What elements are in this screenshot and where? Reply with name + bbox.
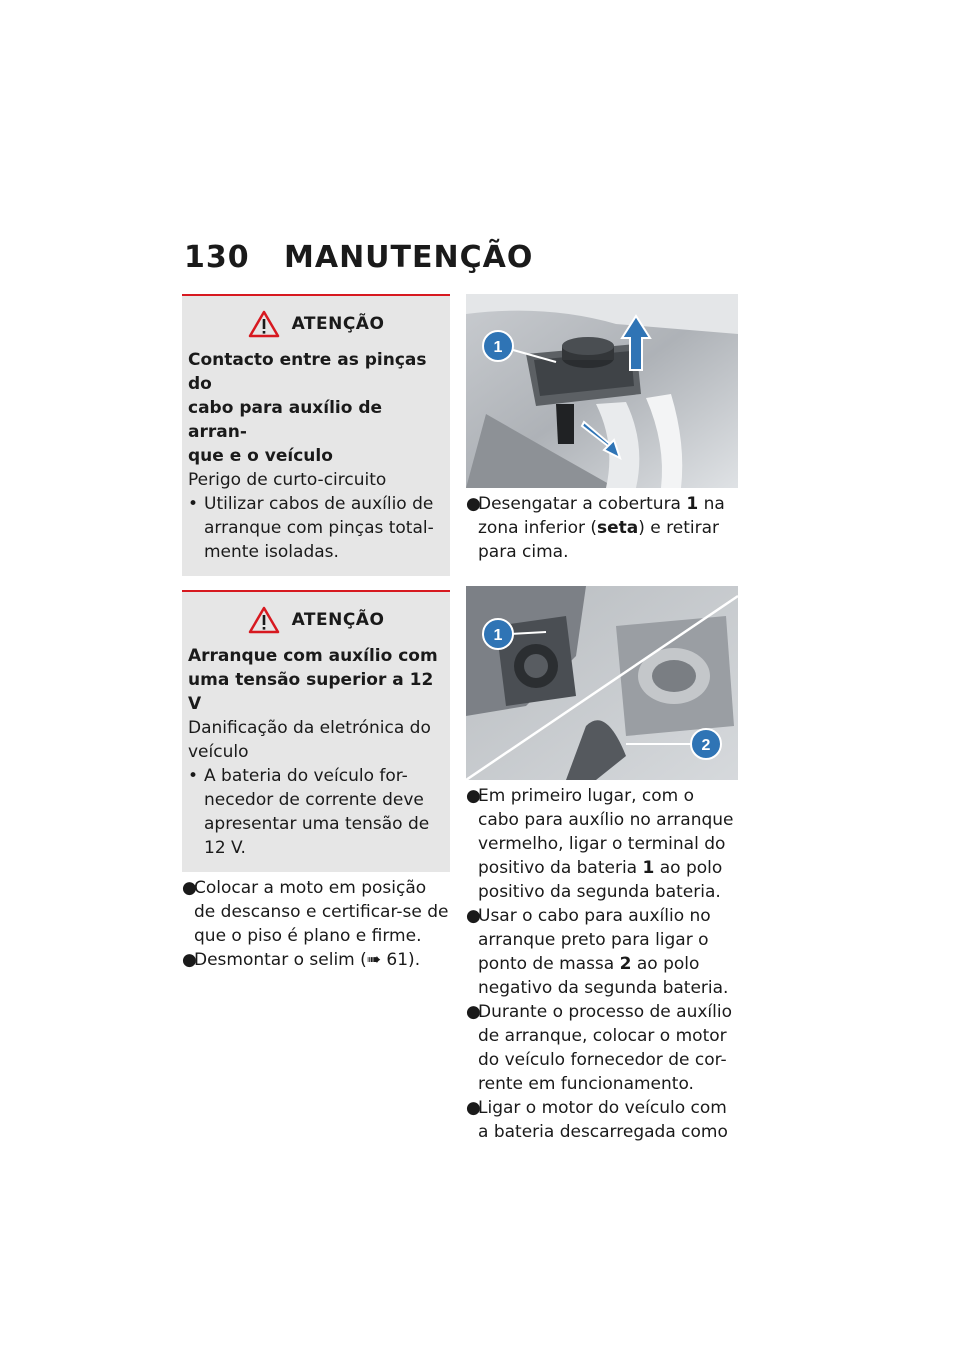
step-line: para cima.	[478, 542, 569, 562]
list-item: ● Em primeiro lugar, com o cabo para auxílio no arranque vermelho, ligar o terminal do positivo da bateria 1 ao polo positivo da segunda bateria.	[466, 786, 734, 902]
warning-title: ATENÇÃO	[291, 610, 385, 630]
step-line: Desmontar o selim (➠ 61).	[194, 950, 421, 970]
step-line: rente em funcionamento.	[478, 1074, 694, 1094]
step-line: ponto de massa 2 ao polo	[478, 954, 700, 974]
warning-bullet: • Utilizar cabos de auxílio de arranque com pinças total- mente isoladas.	[188, 494, 434, 562]
warning-bullet-line: A bateria do veículo for-	[204, 766, 408, 786]
list-item: ● Desengatar a cobertura 1 na zona inferior (seta) e retirar para cima.	[466, 494, 725, 562]
list-item: ● Colocar a moto em posição de descanso e certificar-se de que o piso é plano e firme.	[182, 878, 449, 946]
step-line: zona inferior (seta) e retirar	[478, 518, 720, 538]
list-item: ● Ligar o motor do veículo com a bateria descarregada como	[466, 1098, 728, 1142]
warning-bullet-line: mente isoladas.	[204, 542, 339, 562]
step-line: do veículo fornecedor de cor-	[478, 1050, 727, 1070]
step-line: Usar o cabo para auxílio no	[478, 906, 711, 926]
warning-lead-line: uma tensão superior a 12 V	[188, 670, 434, 714]
callout-1-label: 1	[493, 627, 503, 644]
warning-title: ATENÇÃO	[291, 314, 385, 334]
callout-1-label: 1	[493, 339, 503, 356]
warning-bullet-line: apresentar uma tensão de	[204, 814, 430, 834]
step-line: arranque preto para ligar o	[478, 930, 709, 950]
step-line: Durante o processo de auxílio	[478, 1002, 732, 1022]
warning-lead-line: Arranque com auxílio com	[188, 646, 438, 666]
warning-bullet-line: 12 V.	[204, 838, 246, 858]
warning-bullet-line: necedor de corrente deve	[204, 790, 424, 810]
left-steps	[182, 876, 450, 972]
page-header	[184, 240, 533, 280]
warning-bullet-line: arranque com pinças total-	[204, 518, 434, 538]
warning-box-voltage	[182, 590, 450, 872]
warning-header	[188, 606, 444, 634]
warning-lead-line: Contacto entre as pinças do	[188, 350, 427, 394]
step-line: positivo da segunda bateria.	[478, 882, 721, 902]
warning-text-line: Danificação da eletrónica do	[188, 718, 431, 738]
step-line: cabo para auxílio no arranque	[478, 810, 734, 830]
list-item: ● Usar o cabo para auxílio no arranque preto para ligar o ponto de massa 2 ao polo negativo da segunda bateria.	[466, 906, 729, 998]
step-line: Colocar a moto em posição	[194, 878, 427, 898]
battery-jump-photo	[466, 586, 738, 780]
warning-text-line: veículo	[188, 742, 249, 762]
step-line: de descanso e certificar-se de	[194, 902, 449, 922]
callout-2-label: 2	[701, 737, 711, 754]
list-item: ● Desmontar o selim (➠ 61).	[182, 950, 421, 970]
warning-lead-line: que e o veículo	[188, 446, 333, 466]
cover-photo	[466, 294, 738, 488]
page-number: 130	[184, 240, 250, 275]
step-line: vermelho, ligar o terminal do	[478, 834, 726, 854]
right-column	[466, 294, 738, 1144]
step-line: que o piso é plano e firme.	[194, 926, 422, 946]
step-line: a bateria descarregada como	[478, 1122, 728, 1142]
left-column	[182, 294, 450, 972]
step-line: de arranque, colocar o motor	[478, 1026, 727, 1046]
warning-box-short-circuit	[182, 294, 450, 576]
step-line: Desengatar a cobertura 1 na	[478, 494, 725, 514]
list-item: ● Durante o processo de auxílio de arranque, colocar o motor do veículo fornecedor de cor- rente em funcionamento.	[466, 1002, 732, 1094]
step-line: positivo da bateria 1 ao polo	[478, 858, 723, 878]
warning-text-line: Perigo de curto-circuito	[188, 470, 387, 490]
warning-triangle-icon	[248, 310, 280, 338]
warning-bullet: • A bateria do veículo for- necedor de corrente deve apresentar uma tensão de 12 V.	[188, 766, 430, 858]
step-line: negativo da segunda bateria.	[478, 978, 729, 998]
section-title: MANUTENÇÃO	[284, 240, 534, 275]
photo1-steps	[466, 492, 738, 564]
warning-lead-line: cabo para auxílio de arran-	[188, 398, 383, 442]
warning-triangle-icon	[248, 606, 280, 634]
warning-bullet-line: Utilizar cabos de auxílio de	[204, 494, 434, 514]
warning-header	[188, 310, 444, 338]
step-line: Em primeiro lugar, com o	[478, 786, 694, 806]
step-line: Ligar o motor do veículo com	[478, 1098, 727, 1118]
photo2-steps	[466, 784, 738, 1144]
